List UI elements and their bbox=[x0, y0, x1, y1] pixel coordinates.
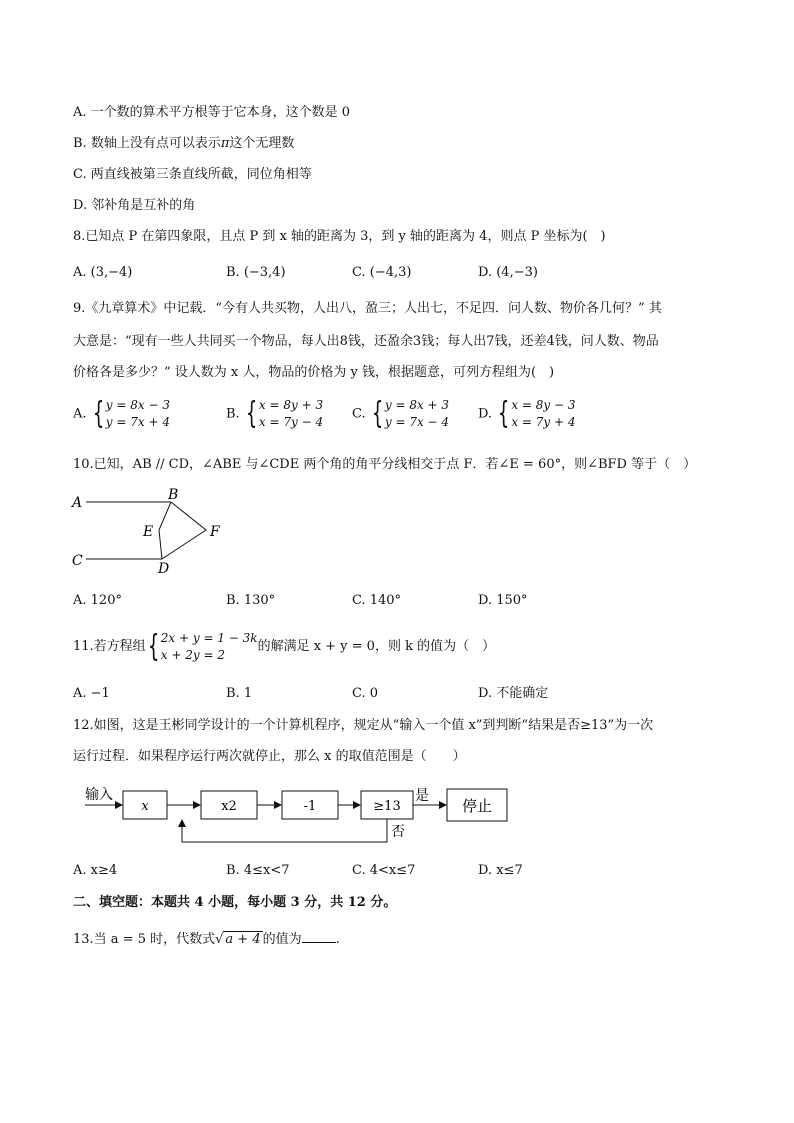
flow-loop-arrow bbox=[182, 819, 387, 842]
equation-row: y = 7x + 4 bbox=[105, 415, 170, 429]
q8-option-a: A. (3,−4) bbox=[73, 265, 133, 280]
label-e: E bbox=[143, 524, 154, 540]
q9-option-a bbox=[73, 397, 170, 431]
q11-stem-end: 的解满足 x + y = 0，则 k 的值为（ ） bbox=[257, 639, 496, 654]
option-label: D. bbox=[478, 406, 493, 422]
q7-option-b-text: B. 数轴上没有点可以表示 bbox=[73, 136, 221, 151]
flow-input-label: 输入 bbox=[85, 787, 113, 803]
q8-stem: 8.已知点 P 在第四象限，且点 P 到 x 轴的距离为 3，到 y 轴的距离为 4，则点 P 坐标为( ) bbox=[73, 229, 606, 244]
q8-option-b: B. (−3,4) bbox=[226, 265, 286, 280]
equation-row: y = 8x − 3 bbox=[105, 398, 170, 412]
q13-stem bbox=[73, 930, 340, 949]
q11-option-d: D. 不能确定 bbox=[478, 686, 549, 701]
q11-option-a: A. −1 bbox=[73, 686, 110, 701]
q11-options bbox=[73, 684, 723, 704]
q10-figure bbox=[68, 485, 238, 575]
equation-row: x + 2y = 2 bbox=[160, 647, 225, 662]
q10-stem: 10.已知，AB // CD，∠ABE 与∠CDE 两个角的角平分线相交于点 F．若∠E = 60°，则∠BFD 等于（ ） bbox=[73, 457, 697, 472]
equation-row: x = 7y − 4 bbox=[258, 415, 324, 429]
q12-line-2: 运行过程．如果程序运行两次就停止，那么 x 的取值范围是（ ） bbox=[73, 749, 466, 764]
q9-line-1: 9.《九章算术》中记载．“今有人共买物，人出八，盈三；人出七，不足四．问人数、物价各几何？” 其 bbox=[73, 301, 662, 316]
brace-icon: { bbox=[245, 396, 258, 431]
answer-blank[interactable] bbox=[302, 930, 336, 943]
sqrt-icon: √ bbox=[215, 932, 224, 947]
q7-option-b-text-end: 这个无理数 bbox=[229, 136, 295, 151]
label-c: C bbox=[72, 553, 83, 569]
q13-stem-end: 的值为 bbox=[262, 932, 302, 947]
path-bed bbox=[159, 502, 171, 559]
option-label: A. bbox=[73, 406, 87, 422]
brace-icon: { bbox=[371, 396, 384, 431]
label-b: B bbox=[168, 487, 179, 503]
section-heading-fill-in: 二、填空题：本题共 4 小题，每小题 3 分，共 12 分。 bbox=[73, 895, 397, 910]
option-label: B. bbox=[226, 406, 240, 422]
equation-row: x = 8y + 3 bbox=[258, 398, 324, 412]
label-f: F bbox=[210, 524, 220, 540]
q10-option-a: A. 120° bbox=[73, 593, 122, 608]
flow-no-label: 否 bbox=[391, 824, 405, 840]
q12-option-c: C. 4<x≤7 bbox=[352, 863, 416, 878]
flow-yes-label: 是 bbox=[415, 788, 429, 804]
q13-radicand: a + 4 bbox=[225, 932, 261, 947]
q12-options bbox=[73, 861, 723, 881]
label-d: D bbox=[158, 561, 170, 575]
q12-option-a: A. x≥4 bbox=[73, 863, 118, 878]
pi-symbol: π bbox=[220, 136, 230, 151]
brace-icon: { bbox=[498, 396, 510, 431]
period: . bbox=[335, 932, 340, 947]
q7-option-b bbox=[73, 135, 294, 153]
q8-option-d: D. (4,−3) bbox=[478, 265, 538, 280]
q7-option-c: C. 两直线被第三条直线所截，同位角相等 bbox=[73, 167, 312, 182]
flow-box-x-label: x bbox=[141, 799, 149, 814]
q11-stem bbox=[73, 627, 495, 667]
flow-box-minus1-label: -1 bbox=[303, 799, 317, 814]
q10-option-d: D. 150° bbox=[478, 593, 528, 608]
q10-option-c: C. 140° bbox=[352, 593, 402, 608]
q9-option-b bbox=[226, 397, 323, 431]
q9-options bbox=[73, 397, 723, 437]
equation-row: y = 8x + 3 bbox=[384, 398, 450, 412]
q9-option-d bbox=[478, 397, 576, 431]
q13-stem-start: 13.当 a = 5 时，代数式 bbox=[73, 932, 216, 947]
brace-icon: { bbox=[147, 628, 159, 664]
path-bfd bbox=[162, 502, 206, 559]
q11-option-c: C. 0 bbox=[352, 686, 379, 701]
flow-box-stop-label: 停止 bbox=[461, 797, 493, 815]
q8-option-c: C. (−4,3) bbox=[352, 265, 412, 280]
q12-option-b: B. 4≤x<7 bbox=[226, 863, 290, 878]
flow-box-compare-label: ≥13 bbox=[373, 799, 401, 814]
q10-options bbox=[73, 591, 723, 611]
brace-icon: { bbox=[92, 396, 104, 431]
equation-row: y = 7x − 4 bbox=[384, 415, 450, 429]
q9-line-2: 大意是：“现有一些人共同买一个物品，每人出8钱，还盈余3钱；每人出7钱，还差4钱，问人数、物品 bbox=[73, 334, 659, 349]
q9-line-3: 价格各是多少？” 设人数为 x 人，物品的价格为 y 钱，根据题意，可列方程组为( ) bbox=[73, 365, 555, 380]
q10-option-b: B. 130° bbox=[226, 593, 276, 608]
q9-option-c bbox=[352, 397, 449, 431]
q11-option-b: B. 1 bbox=[226, 686, 253, 701]
equation-row: 2x + y = 1 − 3k bbox=[160, 630, 258, 645]
q11-stem-start: 11.若方程组 bbox=[73, 639, 146, 654]
q12-flowchart bbox=[82, 782, 522, 850]
equation-row: x = 7y + 4 bbox=[511, 415, 576, 429]
equation-row: x = 8y − 3 bbox=[511, 398, 576, 412]
q7-option-a: A. 一个数的算术平方根等于它本身，这个数是 0 bbox=[73, 105, 351, 120]
q8-options bbox=[73, 263, 723, 283]
q12-line-1: 12.如图，这是王彬同学设计的一个计算机程序，规定从“输入一个值 x”到判断“结果是否≥13”为一次 bbox=[73, 718, 654, 733]
q12-option-d: D. x≤7 bbox=[478, 863, 523, 878]
q7-option-d: D. 邻补角是互补的角 bbox=[73, 198, 196, 213]
label-a: A bbox=[72, 495, 83, 511]
option-label: C. bbox=[352, 406, 366, 422]
flow-box-times2-label: x2 bbox=[221, 799, 237, 814]
